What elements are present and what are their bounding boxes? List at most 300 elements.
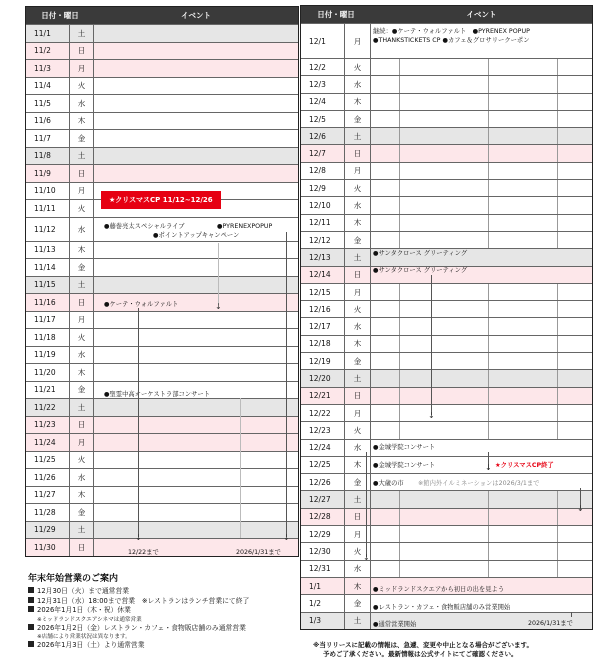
event-1226-illumination: ※館内外イルミネーションは2026/3/1まで — [418, 480, 540, 487]
event-cell — [371, 94, 592, 110]
date-cell: 12/14 — [301, 267, 345, 283]
calendar-row — [26, 164, 298, 182]
weekday-cell: 火 — [345, 543, 371, 559]
date-column-header: 日付・曜日 — [41, 11, 79, 20]
weekday-cell: 土 — [70, 522, 94, 539]
grid-line — [557, 526, 558, 542]
grid-line — [488, 509, 489, 525]
event-cell — [371, 232, 592, 248]
event-cell — [94, 417, 298, 434]
square-bullet-icon — [28, 606, 34, 612]
weekday-cell: 土 — [345, 249, 371, 265]
event-cell — [94, 399, 298, 416]
weekday-cell: 土 — [345, 128, 371, 144]
event-cell — [94, 434, 298, 451]
calendar-row — [301, 369, 592, 386]
date-cell: 11/19 — [26, 347, 70, 364]
weekday-cell: 金 — [70, 382, 94, 399]
weekday-cell: 土 — [70, 25, 94, 42]
weekday-cell: 木 — [70, 487, 94, 504]
weekday-cell: 日 — [345, 145, 371, 161]
weekday-cell: 土 — [345, 370, 371, 386]
event-cell — [371, 543, 592, 559]
grid-line — [557, 318, 558, 334]
date-cell: 11/12 — [26, 218, 70, 241]
notice-text: ※ミッドランドスクエアシネマは通常営業 — [37, 616, 142, 623]
calendar-row — [26, 486, 298, 504]
notice-item — [28, 641, 298, 651]
date-cell: 11/7 — [26, 130, 70, 147]
date-cell: 11/16 — [26, 294, 70, 311]
event-1201-cp: ●THANKSTICKETS CP ●カフェ＆グロサリークーポン — [373, 37, 530, 44]
footnote — [313, 641, 533, 659]
grid-line — [557, 76, 558, 92]
date-cell: 11/28 — [26, 504, 70, 521]
end-note-0102: 2026/1/31まで — [528, 620, 573, 627]
weekday-cell: 金 — [345, 111, 371, 127]
grid-line — [557, 561, 558, 577]
calendar-row — [26, 147, 298, 165]
notice-item — [28, 587, 298, 597]
date-cell: 12/23 — [301, 422, 345, 438]
event-cell — [371, 197, 592, 213]
weekday-cell: 水 — [345, 197, 371, 213]
date-cell: 11/26 — [26, 469, 70, 486]
weekday-cell: 日 — [70, 43, 94, 60]
date-cell: 12/5 — [301, 111, 345, 127]
arrow-down-icon: ↓ — [485, 463, 492, 472]
event-cell — [94, 347, 298, 364]
calendar-row — [26, 346, 298, 364]
weekday-cell: 金 — [345, 353, 371, 369]
grid-line — [399, 561, 400, 577]
november-rows — [26, 24, 298, 556]
date-cell: 12/19 — [301, 353, 345, 369]
event-cell — [371, 284, 592, 300]
grid-line — [488, 370, 489, 386]
square-bullet-icon — [28, 597, 34, 603]
end-note-0131: 2026/1/31まで — [236, 549, 281, 556]
calendar-row — [301, 93, 592, 110]
event-1226-market: ●大歳の市 — [373, 480, 404, 487]
calendar-row — [301, 110, 592, 127]
weekday-cell: 木 — [345, 578, 371, 594]
event-0101: ●ミッドランドスクエアから初日の出を見よう — [373, 586, 505, 593]
xmas-campaign-banner: ★クリスマスCP 11/12~12/26 — [101, 191, 221, 209]
event-cell — [371, 336, 592, 352]
notice-item — [28, 597, 298, 607]
event-cell — [94, 504, 298, 521]
calendar-row — [26, 433, 298, 451]
calendar-row — [301, 560, 592, 577]
date-cell: 11/5 — [26, 95, 70, 112]
weekday-cell: 木 — [70, 242, 94, 259]
grid-line — [557, 128, 558, 144]
december-calendar — [300, 5, 593, 630]
date-cell: 12/1 — [301, 24, 345, 58]
grid-line — [488, 526, 489, 542]
event-cell — [94, 469, 298, 486]
grid-line — [557, 422, 558, 438]
grid-line — [399, 284, 400, 300]
grid-line — [399, 232, 400, 248]
grid-line — [399, 543, 400, 559]
event-cell — [94, 259, 298, 276]
date-cell: 12/21 — [301, 388, 345, 404]
arrow-line — [218, 243, 219, 305]
grid-line — [488, 543, 489, 559]
event-1112-pyrenex: ●PYRENEXPOPUP — [217, 223, 273, 230]
arrow-line — [138, 308, 139, 537]
calendar-row — [301, 127, 592, 144]
date-cell: 12/7 — [301, 145, 345, 161]
weekday-cell: 木 — [345, 94, 371, 110]
grid-line — [557, 370, 558, 386]
date-cell: 12/16 — [301, 301, 345, 317]
calendar-row — [301, 387, 592, 404]
arrow-down-icon: ↓ — [577, 504, 584, 513]
calendar-row — [301, 490, 592, 507]
event-cell — [94, 312, 298, 329]
event-1112-live: ●藤巻亮太スペシャルライブ — [104, 223, 185, 230]
notice-text: 2026年1月3日（土）より通常営業 — [37, 641, 145, 649]
weekday-cell: 日 — [70, 294, 94, 311]
weekday-cell: 水 — [345, 76, 371, 92]
event-column-header: イベント — [466, 10, 497, 19]
weekday-cell: 月 — [70, 434, 94, 451]
event-1225: ●金城学院コンサート — [373, 462, 436, 469]
calendar-row — [301, 439, 592, 456]
date-cell: 12/18 — [301, 336, 345, 352]
date-cell: 11/21 — [26, 382, 70, 399]
grid-line — [557, 197, 558, 213]
date-cell: 11/20 — [26, 364, 70, 381]
grid-line — [399, 301, 400, 317]
grid-line — [488, 318, 489, 334]
calendar-row — [301, 162, 592, 179]
date-cell: 12/28 — [301, 509, 345, 525]
date-cell: 11/30 — [26, 539, 70, 556]
date-cell: 11/25 — [26, 452, 70, 469]
event-cell — [371, 526, 592, 542]
grid-line — [399, 422, 400, 438]
grid-line — [488, 301, 489, 317]
date-cell: 12/30 — [301, 543, 345, 559]
calendar-row — [26, 311, 298, 329]
calendar-row — [26, 77, 298, 95]
notice-text: 2026年1月1日（木・祝）休業 — [37, 606, 131, 614]
arrow-down-icon: ↓ — [283, 533, 290, 542]
date-cell: 12/25 — [301, 457, 345, 473]
weekday-cell: 月 — [70, 60, 94, 77]
grid-line — [399, 215, 400, 231]
notice-subnote — [28, 633, 298, 641]
grid-line — [557, 145, 558, 161]
grid-line — [488, 76, 489, 92]
grid-line — [399, 145, 400, 161]
grid-line — [557, 353, 558, 369]
event-cell — [94, 113, 298, 130]
calendar-row — [26, 241, 298, 259]
notice-item — [28, 624, 298, 634]
date-cell: 11/23 — [26, 417, 70, 434]
date-cell: 11/11 — [26, 200, 70, 217]
event-1121: ●聖霊中高オーケストラ部コンサート — [104, 391, 210, 398]
date-cell: 11/22 — [26, 399, 70, 416]
event-1213: ●サンタクロース グリーティング — [373, 250, 468, 257]
event-1224: ●金城学院コンサート — [373, 444, 436, 451]
calendar-header — [301, 6, 592, 23]
calendar-row — [301, 144, 592, 161]
calendar-header — [26, 7, 298, 24]
end-note-1222: 12/22まで — [128, 549, 159, 556]
event-cell — [94, 95, 298, 112]
square-bullet-icon — [28, 624, 34, 630]
calendar-row — [301, 508, 592, 525]
weekday-cell: 木 — [345, 215, 371, 231]
event-column-header: イベント — [181, 11, 211, 20]
year-end-hours-notice — [28, 571, 298, 651]
date-cell: 12/4 — [301, 94, 345, 110]
date-cell: 12/15 — [301, 284, 345, 300]
grid-line — [488, 111, 489, 127]
event-cell — [371, 301, 592, 317]
event-0102: ●レストラン・カフェ・食物販店舗のみ営業開始 — [373, 604, 511, 611]
event-cell — [94, 60, 298, 77]
calendar-row — [301, 214, 592, 231]
event-cell — [371, 128, 592, 144]
event-cell — [94, 277, 298, 294]
date-cell: 12/26 — [301, 474, 345, 490]
notice-subnote — [28, 616, 298, 624]
calendar-row — [26, 59, 298, 77]
calendar-row — [301, 542, 592, 559]
grid-line — [399, 128, 400, 144]
notice-text: 12月30日（火）まで通常営業 — [37, 587, 130, 595]
notice-title: 年末年始営業のご案内 — [28, 574, 119, 584]
date-cell: 12/11 — [301, 215, 345, 231]
arrow-down-icon: ↓ — [363, 553, 370, 562]
grid-line — [557, 163, 558, 179]
date-cell: 11/10 — [26, 183, 70, 200]
date-cell: 12/10 — [301, 197, 345, 213]
grid-line — [399, 180, 400, 196]
date-cell: 12/27 — [301, 491, 345, 507]
grid-line — [557, 111, 558, 127]
event-cell — [371, 509, 592, 525]
event-cell — [94, 364, 298, 381]
calendar-row — [26, 468, 298, 486]
event-cell — [371, 353, 592, 369]
date-cell: 11/3 — [26, 60, 70, 77]
date-cell: 11/4 — [26, 78, 70, 95]
event-1116: ●ケーテ・ウォルファルト — [104, 301, 179, 308]
grid-line — [399, 336, 400, 352]
weekday-cell: 水 — [70, 95, 94, 112]
grid-line — [399, 59, 400, 75]
date-cell: 12/9 — [301, 180, 345, 196]
event-cell — [94, 148, 298, 165]
event-cell — [371, 370, 592, 386]
calendar-row — [26, 94, 298, 112]
calendar-row — [26, 24, 298, 42]
event-cell — [371, 111, 592, 127]
weekday-cell: 土 — [70, 277, 94, 294]
event-cell — [371, 59, 592, 75]
event-1201-continuing: 継続：●ケーテ・ウォルファルト ●PYRENEX POPUP — [373, 28, 530, 35]
weekday-cell: 土 — [345, 491, 371, 507]
grid-line — [557, 94, 558, 110]
grid-line — [488, 561, 489, 577]
date-cell: 1/3 — [301, 613, 345, 629]
weekday-cell: 月 — [345, 405, 371, 421]
date-cell: 12/17 — [301, 318, 345, 334]
grid-line — [399, 509, 400, 525]
grid-line — [399, 318, 400, 334]
calendar-row — [26, 398, 298, 416]
calendar-row — [301, 196, 592, 213]
arrow-line — [240, 398, 241, 538]
xmas-campaign-end: ★クリスマスCP終了 — [495, 462, 554, 469]
notice-text: 2026年1月2日（金）レストラン・カフェ・食物販店舗のみ通常営業 — [37, 623, 246, 632]
grid-line — [488, 388, 489, 404]
calendar-row — [301, 58, 592, 75]
calendar-row — [301, 283, 592, 300]
grid-line — [557, 284, 558, 300]
event-cell — [371, 318, 592, 334]
event-cell — [94, 452, 298, 469]
arrow-line — [286, 232, 287, 537]
date-cell: 11/13 — [26, 242, 70, 259]
grid-line — [557, 543, 558, 559]
arrow-down-icon: ↓ — [215, 302, 222, 311]
date-cell: 1/2 — [301, 595, 345, 611]
date-cell: 11/24 — [26, 434, 70, 451]
event-cell — [94, 43, 298, 60]
weekday-cell: 水 — [345, 318, 371, 334]
event-cell — [371, 163, 592, 179]
date-cell: 11/18 — [26, 329, 70, 346]
grid-line — [557, 509, 558, 525]
grid-line — [488, 491, 489, 507]
footnote-line-2: 予めご了承ください。最新情報は公式サイトにてご確認ください。 — [323, 650, 518, 658]
event-0103: ●通常営業開始 — [373, 621, 417, 628]
grid-line — [399, 76, 400, 92]
event-cell — [371, 422, 592, 438]
event-1112-points: ●ポイントアップキャンペーン — [153, 232, 240, 239]
date-cell: 12/2 — [301, 59, 345, 75]
event-cell — [94, 329, 298, 346]
calendar-row — [301, 300, 592, 317]
grid-line — [557, 215, 558, 231]
grid-line — [399, 526, 400, 542]
grid-line — [399, 491, 400, 507]
calendar-row — [26, 416, 298, 434]
grid-line — [488, 59, 489, 75]
calendar-row — [301, 525, 592, 542]
event-cell — [94, 165, 298, 182]
calendar-row — [301, 179, 592, 196]
weekday-cell: 土 — [70, 148, 94, 165]
weekday-cell: 火 — [345, 422, 371, 438]
date-cell: 12/22 — [301, 405, 345, 421]
date-cell: 12/13 — [301, 249, 345, 265]
footnote-line-1: ※当リリースに記載の情報は、急遽、変更や中止となる場合がございます。 — [313, 641, 533, 649]
grid-line — [557, 232, 558, 248]
notice-text: ※店舗により営業状況は異なります。 — [37, 634, 131, 640]
calendar-row — [26, 503, 298, 521]
notice-text: 12月31日（水）18:00まで営業 ※レストランはランチ営業にて終了 — [37, 596, 250, 605]
event-cell — [371, 491, 592, 507]
date-cell: 11/29 — [26, 522, 70, 539]
notice-item — [28, 606, 298, 616]
date-cell: 12/31 — [301, 561, 345, 577]
weekday-cell: 水 — [345, 561, 371, 577]
weekday-cell: 月 — [345, 163, 371, 179]
grid-line — [557, 59, 558, 75]
date-cell: 11/27 — [26, 487, 70, 504]
square-bullet-icon — [28, 641, 34, 647]
date-cell: 11/9 — [26, 165, 70, 182]
grid-line — [488, 215, 489, 231]
event-cell — [94, 130, 298, 147]
event-1214: ●サンタクロース グリーティング — [373, 267, 468, 274]
grid-line — [488, 336, 489, 352]
weekday-cell: 土 — [70, 399, 94, 416]
grid-line — [557, 180, 558, 196]
weekday-cell: 火 — [345, 59, 371, 75]
calendar-row — [26, 451, 298, 469]
date-cell: 11/1 — [26, 25, 70, 42]
weekday-cell: 月 — [345, 526, 371, 542]
event-cell — [371, 561, 592, 577]
weekday-cell: 火 — [70, 200, 94, 217]
date-column-header: 日付・曜日 — [317, 10, 355, 19]
weekday-cell: 金 — [70, 130, 94, 147]
grid-line — [488, 145, 489, 161]
grid-line — [488, 284, 489, 300]
grid-line — [399, 163, 400, 179]
event-cell — [371, 180, 592, 196]
date-cell: 12/6 — [301, 128, 345, 144]
weekday-cell: 日 — [345, 388, 371, 404]
date-cell: 12/29 — [301, 526, 345, 542]
calendar-row — [26, 42, 298, 60]
calendar-row — [301, 317, 592, 334]
weekday-cell: 日 — [70, 417, 94, 434]
grid-line — [399, 405, 400, 421]
event-cell — [94, 242, 298, 259]
weekday-cell: 木 — [70, 364, 94, 381]
date-cell: 12/3 — [301, 76, 345, 92]
weekday-cell: 日 — [345, 267, 371, 283]
calendar-row — [26, 328, 298, 346]
weekday-cell: 日 — [70, 165, 94, 182]
grid-line — [488, 405, 489, 421]
grid-line — [557, 491, 558, 507]
grid-line — [557, 301, 558, 317]
grid-line — [488, 197, 489, 213]
notice-list — [28, 587, 298, 651]
grid-line — [399, 94, 400, 110]
weekday-cell: 木 — [345, 336, 371, 352]
grid-line — [399, 197, 400, 213]
date-cell: 11/2 — [26, 43, 70, 60]
arrow-line — [431, 275, 432, 415]
calendar-row — [301, 75, 592, 92]
weekday-cell: 日 — [345, 509, 371, 525]
event-cell — [371, 76, 592, 92]
